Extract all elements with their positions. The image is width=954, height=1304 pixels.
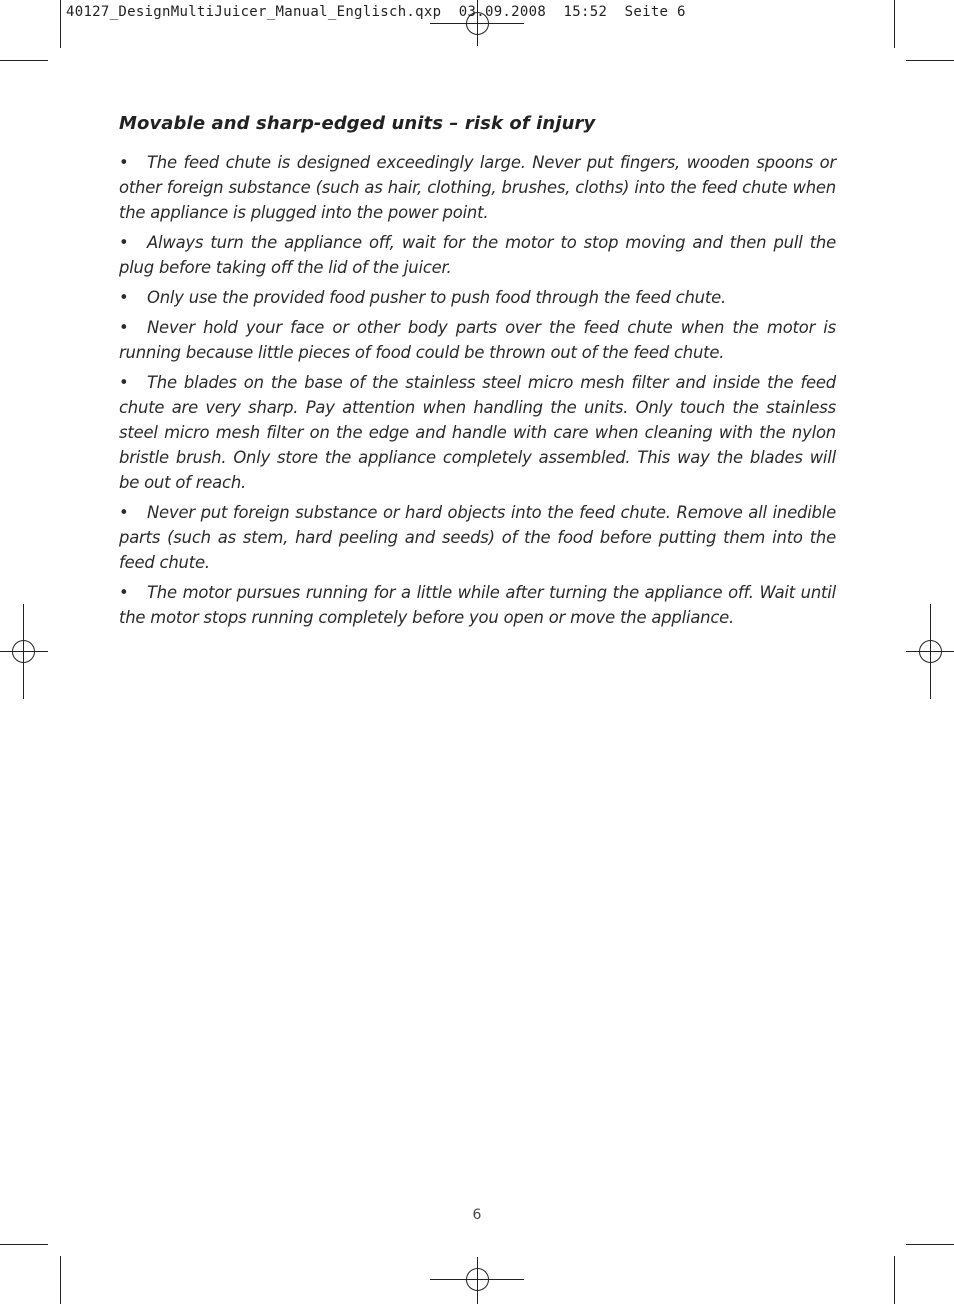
bullet-icon: • <box>119 583 129 602</box>
list-item-text: The feed chute is designed exceedingly large. Never put fingers, wooden spoons or other foreign substance (such as hair, clothing, brushes, cloths) into the feed chute when the appliance is plugged into the power point. <box>119 153 836 222</box>
bullet-icon: • <box>119 153 129 172</box>
bullet-icon: • <box>119 288 129 307</box>
slug-line: 40127_DesignMultiJuicer_Manual_Englisch.qxp 03.09.2008 15:52 Seite 6 <box>66 4 686 20</box>
bullet-icon: • <box>119 503 129 522</box>
list-item-text: The motor pursues running for a little while after turning the appliance off. Wait until the motor stops running completely before you open or move the appliance. <box>119 583 836 627</box>
registration-mark-right <box>906 604 954 699</box>
page-number: 6 <box>472 1207 482 1223</box>
list-item-text: Only use the provided food pusher to push food through the feed chute. <box>147 288 726 307</box>
list-item <box>119 315 836 365</box>
section-heading: Movable and sharp-edged units – risk of injury <box>119 113 596 134</box>
registration-mark-left <box>0 604 48 699</box>
list-item-text: Always turn the appliance off, wait for the motor to stop moving and then pull the plug before taking off the lid of the juicer. <box>119 233 836 277</box>
list-item <box>119 580 836 630</box>
list-item <box>119 285 836 310</box>
safety-list <box>119 150 836 630</box>
list-item-text: Never put foreign substance or hard objects into the feed chute. Remove all inedible parts (such as stem, hard peeling and seeds) of the food before putting them into the feed chute. <box>119 503 836 572</box>
list-item <box>119 150 836 225</box>
registration-mark-bottom <box>430 1257 524 1304</box>
bullet-icon: • <box>119 373 129 392</box>
list-item-text: Never hold your face or other body parts over the feed chute when the motor is running because little pieces of food could be thrown out of the feed chute. <box>119 318 836 362</box>
list-item-text: The blades on the base of the stainless steel micro mesh filter and inside the feed chute are very sharp. Pay attention when handling the units. Only touch the stainless steel micro mesh filter on the edge and handle with care when cleaning with the nylon bristle brush. Only store the appliance completely assembled. This way the blades will be out of reach. <box>119 373 836 492</box>
bullet-icon: • <box>119 318 129 337</box>
list-item <box>119 500 836 575</box>
page-content <box>119 113 836 635</box>
list-item <box>119 370 836 495</box>
list-item <box>119 230 836 280</box>
bullet-icon: • <box>119 233 129 252</box>
